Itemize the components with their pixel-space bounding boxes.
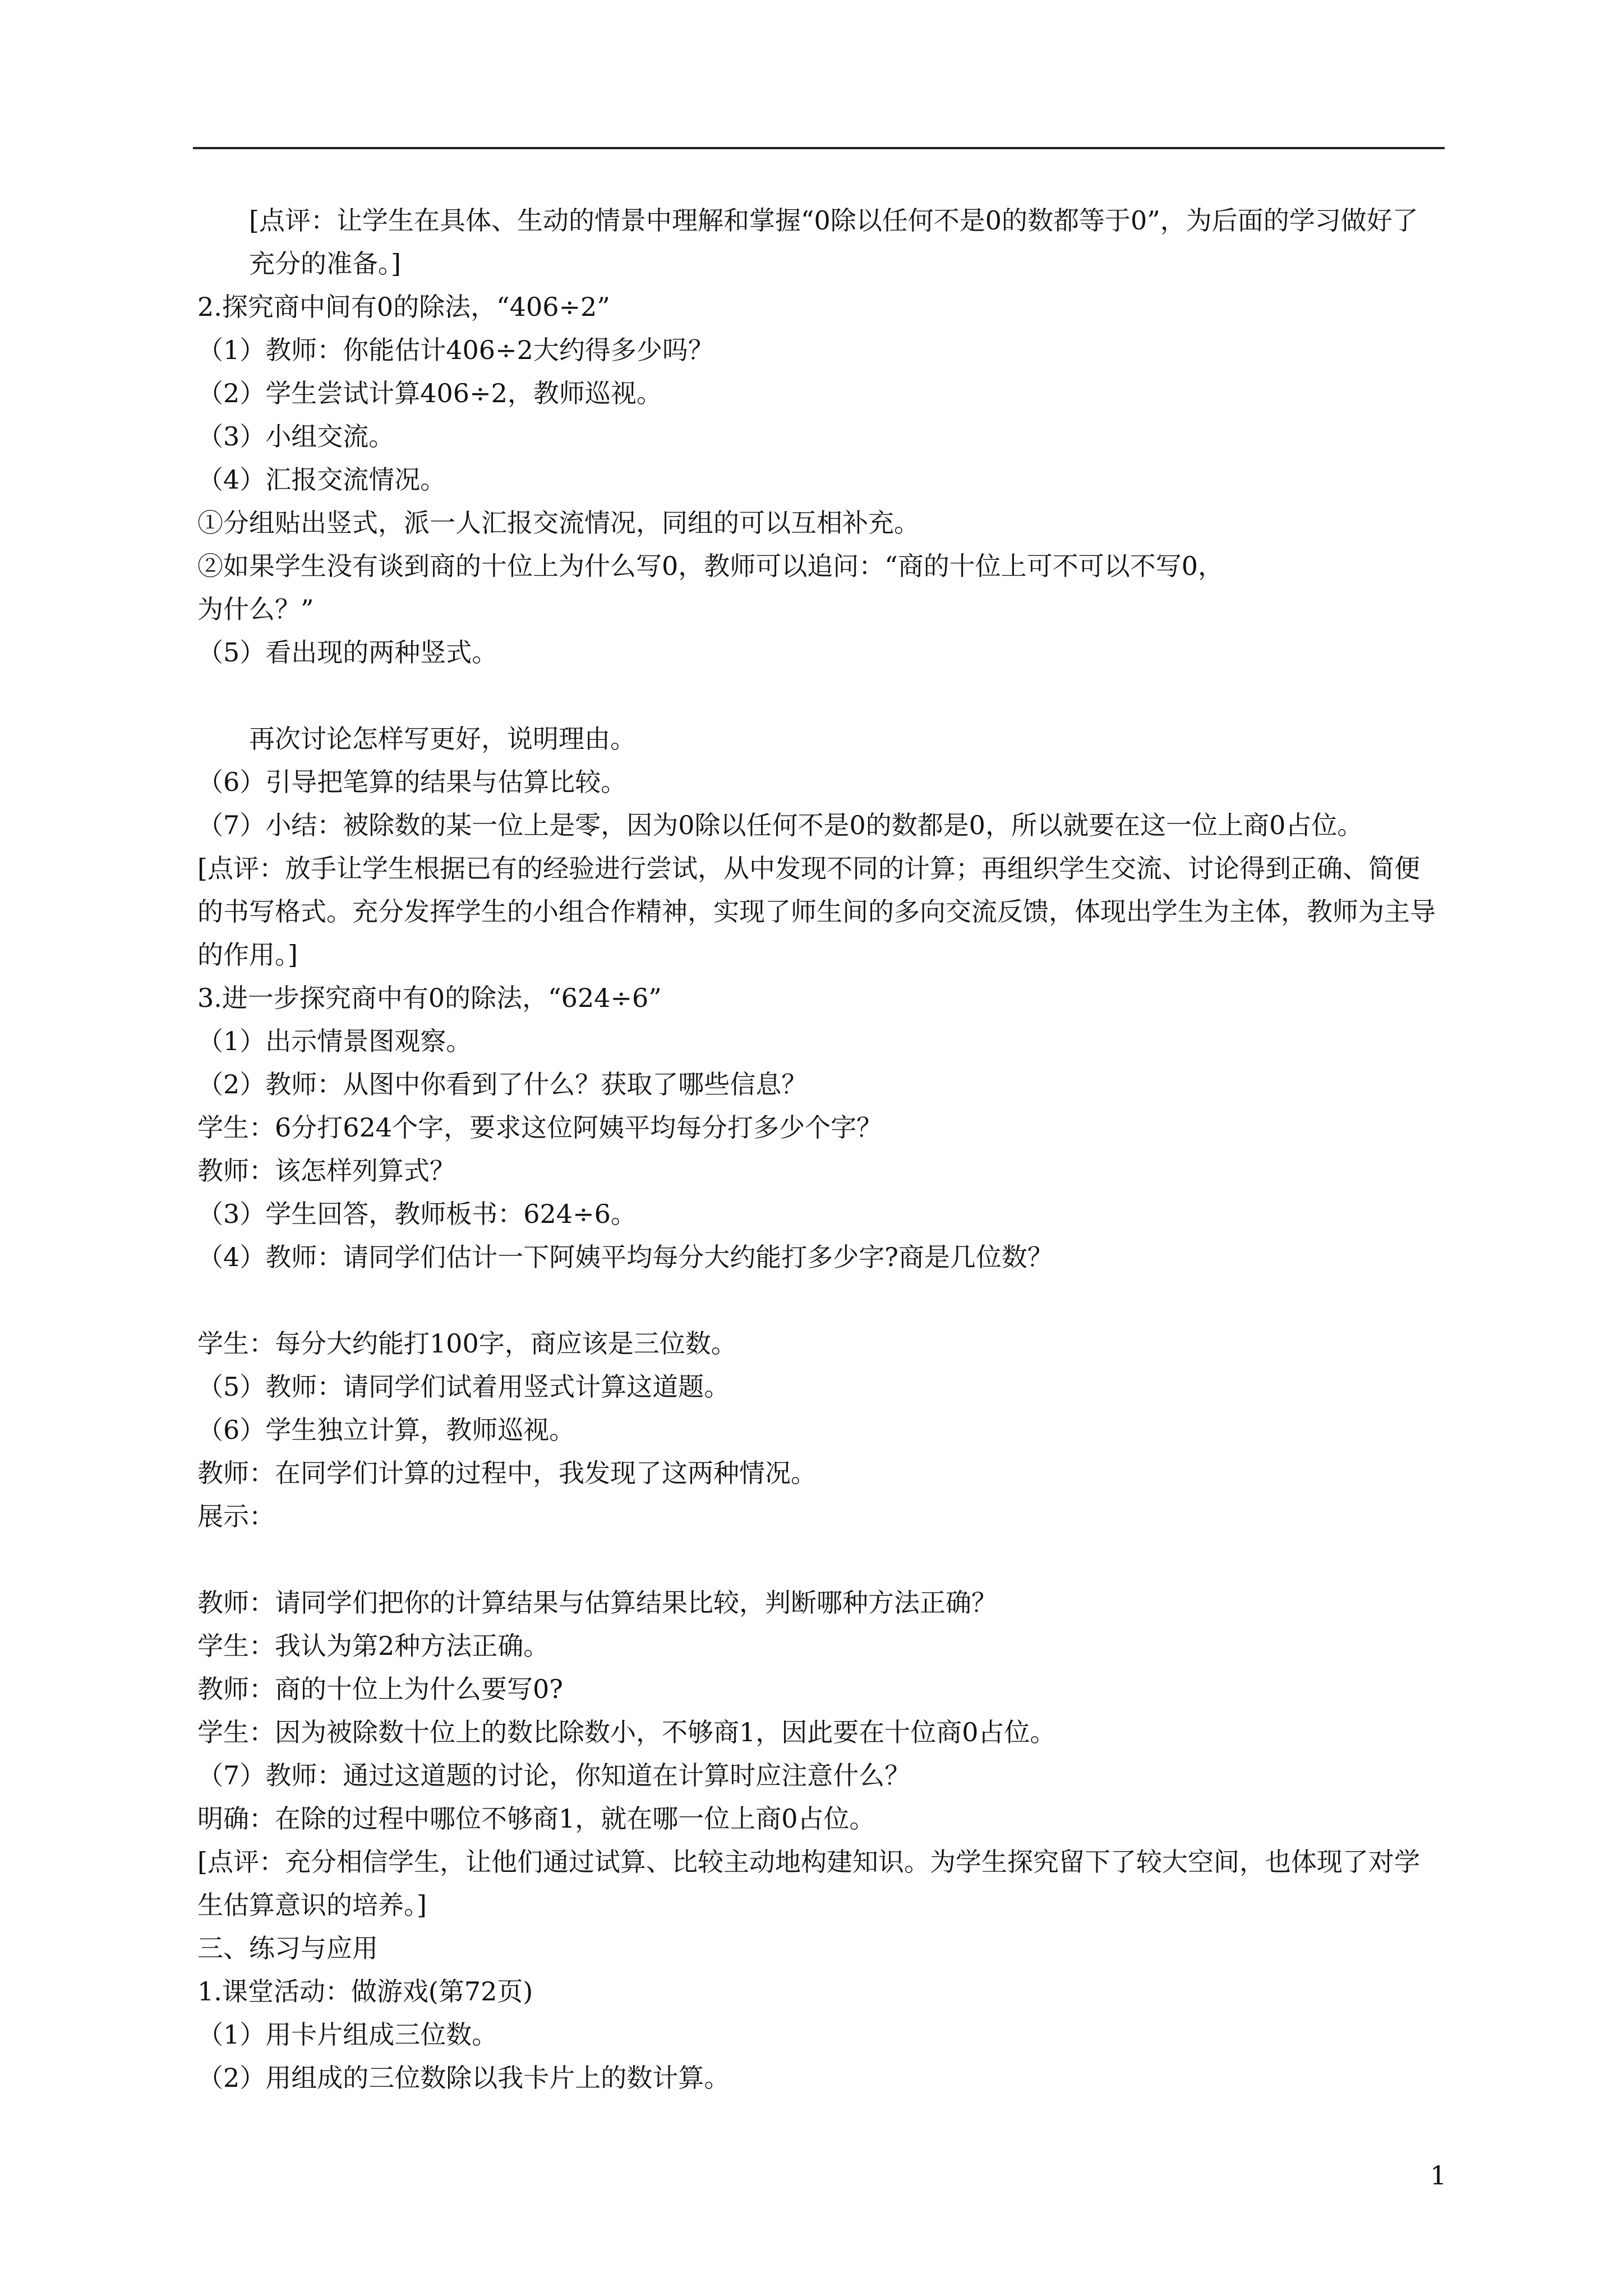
sub-step-line: ②如果学生没有谈到商的十位上为什么写0，教师可以追问：“商的十位上可不可以不写0， [197, 551, 1224, 581]
sub-step-line: ①分组贴出竖式，派一人汇报交流情况，同组的可以互相补充。 [197, 508, 920, 538]
step-paragraph: （7）小结：被除数的某一位上是零，因为0除以任何不是0的数都是0，所以就要在这一位上商0占位。 [197, 810, 1363, 840]
step-line: （3）学生回答，教师板书：624÷6。 [197, 1199, 637, 1229]
page-number: 1 [1430, 2160, 1447, 2191]
body-paragraph: 再次讨论怎样写更好，说明理由。 [249, 724, 636, 754]
dialogue-line: 学生：因为被除数十位上的数比除数小，不够商1，因此要在十位商0占位。 [197, 1717, 1056, 1747]
step-line: （2）教师：从图中你看到了什么？获取了哪些信息？ [197, 1069, 808, 1099]
step-line: （5）看出现的两种竖式。 [197, 637, 498, 668]
step-line: （5）教师：请同学们试着用竖式计算这道题。 [197, 1372, 730, 1402]
document-body [197, 199, 1442, 2100]
blank-line [197, 1538, 1442, 1581]
part-heading: 三、练习与应用 [197, 1933, 378, 1963]
dialogue-line: 明确：在除的过程中哪位不够商1，就在哪一位上商0占位。 [197, 1803, 875, 1834]
comment-paragraph: [点评：放手让学生根据已有的经验进行尝试，从中发现不同的计算；再组织学生交流、讨论得到正确、简便的书写格式。充分发挥学生的小组合作精神，实现了师生间的多向交流反馈，体现出学生为主体，教师为主导的作用。] [197, 853, 1436, 970]
section-heading: 3.进一步探究商中有0的除法，“624÷6” [197, 983, 662, 1013]
step-line: （3）小组交流。 [197, 421, 395, 452]
section-heading: 1.课堂活动：做游戏(第72页) [197, 1976, 533, 2007]
section-heading: 2.探究商中间有0的除法，“406÷2” [197, 292, 610, 322]
blank-line [197, 674, 1442, 717]
step-line: （4）教师：请同学们估计一下阿姨平均每分大约能打多少字?商是几位数？ [197, 1242, 1053, 1272]
dialogue-line: 展示： [197, 1501, 275, 1531]
dialogue-line: 教师：在同学们计算的过程中，我发现了这两种情况。 [197, 1458, 817, 1488]
dialogue-line: 学生：每分大约能打100字，商应该是三位数。 [197, 1328, 737, 1359]
comment-paragraph: [点评：充分相信学生，让他们通过试算、比较主动地构建知识。为学生探究留下了较大空间，也体现了对学生估算意识的培养。] [197, 1847, 1420, 1920]
blank-line [197, 1279, 1442, 1322]
comment-paragraph: [点评：让学生在具体、生动的情景中理解和掌握“0除以任何不是0的数都等于0”，为后面的学习做好了充分的准备。] [249, 205, 1418, 279]
step-line: （2）学生尝试计算406÷2，教师巡视。 [197, 378, 662, 408]
step-line: （7）教师：通过这道题的讨论，你知道在计算时应注意什么？ [197, 1760, 911, 1791]
dialogue-line: 学生：我认为第2种方法正确。 [197, 1631, 550, 1661]
dialogue-line: 教师：商的十位上为什么要写0? [197, 1674, 563, 1704]
step-line: （1）教师：你能估计406÷2大约得多少吗？ [197, 335, 714, 365]
dialogue-line: 教师：该怎样列算式？ [197, 1156, 455, 1186]
sub-step-line: 为什么？” [197, 594, 314, 624]
step-line: （1）用卡片组成三位数。 [197, 2019, 498, 2050]
step-line: （4）汇报交流情况。 [197, 464, 446, 495]
step-line: （2）用组成的三位数除以我卡片上的数计算。 [197, 2063, 730, 2093]
header-rule [193, 147, 1445, 149]
step-line: （1）出示情景图观察。 [197, 1026, 472, 1056]
step-line: （6）学生独立计算，教师巡视。 [197, 1415, 575, 1445]
dialogue-line: 学生：6分打624个字，要求这位阿姨平均每分打多少个字？ [197, 1112, 883, 1143]
dialogue-line: 教师：请同学们把你的计算结果与估算结果比较，判断哪种方法正确？ [197, 1588, 997, 1618]
step-line: （6）引导把笔算的结果与估算比较。 [197, 767, 627, 797]
